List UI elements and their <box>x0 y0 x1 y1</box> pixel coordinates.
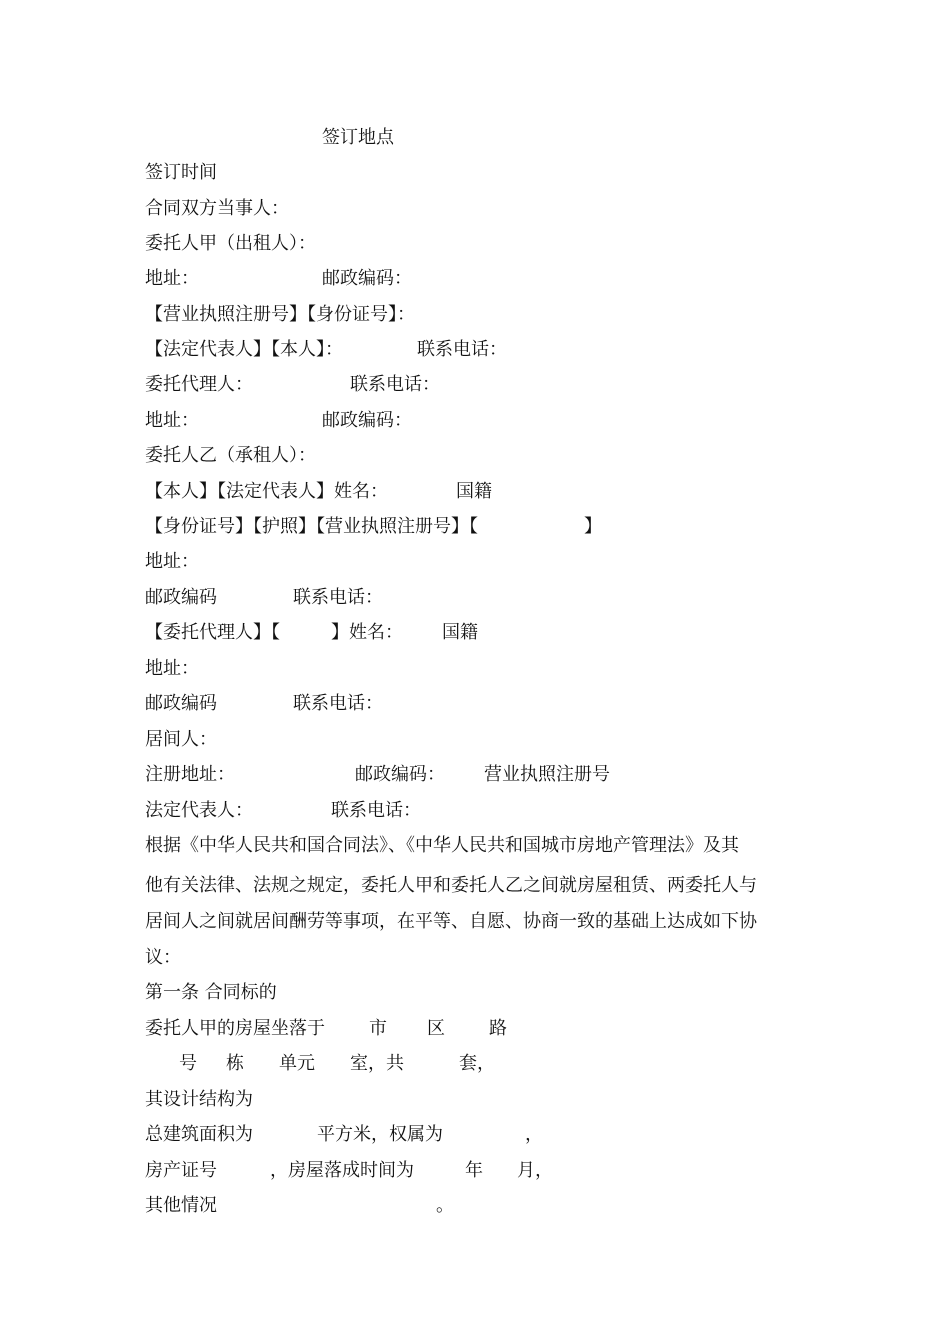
legal-rep-label: 法定代表人： <box>145 800 253 821</box>
year-label: 年 <box>465 1160 483 1181</box>
article-1-title: 第一条 合同标的 <box>145 982 277 1003</box>
nationality-label: 国籍 <box>456 481 492 502</box>
built-time-label: ，房屋落成时间为 <box>270 1160 414 1181</box>
broker-heading: 居间人： <box>145 729 217 750</box>
legal-rep-label: 【法定代表人】【本人】： <box>145 339 343 360</box>
license-label: 营业执照注册号 <box>484 764 610 785</box>
preamble-line: 他有关法律、法规之规定，委托人甲和委托人乙之间就房屋租赁、两委托人与 <box>145 875 757 896</box>
postal-code-label: 邮政编码 <box>145 587 217 608</box>
agent-phone-label: 联系电话： <box>350 374 440 395</box>
postal-code-label: 邮政编码： <box>322 410 412 431</box>
address-label: 地址： <box>145 410 199 431</box>
signing-place: 签订地点 <box>322 127 394 148</box>
phone-label: 联系电话： <box>293 587 383 608</box>
number-label: 号 <box>179 1053 197 1074</box>
month-label: 月， <box>517 1160 553 1181</box>
road-label: 路 <box>489 1018 507 1039</box>
address-label: 地址： <box>145 268 199 289</box>
postal-code-label: 邮政编码： <box>355 764 445 785</box>
postal-code-label: 邮政编码： <box>322 268 412 289</box>
agent-name-label: 【委托代理人】【 <box>145 622 280 643</box>
room-label: 室，共 <box>350 1053 404 1074</box>
party-a-id-line: 【营业执照注册号】【身份证号】： <box>145 304 415 325</box>
comma: ， <box>525 1124 543 1145</box>
structure-label: 其设计结构为 <box>145 1089 253 1110</box>
city-label: 市 <box>369 1018 387 1039</box>
id-bracket-close: 】 <box>584 516 602 537</box>
sets-label: 套， <box>459 1053 495 1074</box>
name-label: 【本人】【法定代表人】姓名： <box>145 481 388 502</box>
unit-label: 单元 <box>279 1053 315 1074</box>
district-label: 区 <box>427 1018 445 1039</box>
phone-label: 联系电话： <box>293 693 383 714</box>
postal-code-label: 邮政编码 <box>145 693 217 714</box>
area-label: 总建筑面积为 <box>145 1124 253 1145</box>
phone-label: 联系电话： <box>331 800 421 821</box>
cert-label: 房产证号 <box>145 1160 217 1181</box>
preamble-line: 居间人之间就居间酬劳等事项，在平等、自愿、协商一致的基础上达成如下协 <box>145 911 757 932</box>
other-label: 其他情况 <box>145 1195 217 1216</box>
party-a-heading: 委托人甲（出租人）： <box>145 233 316 254</box>
phone-label: 联系电话： <box>417 339 507 360</box>
agent-nationality-label: 国籍 <box>442 622 478 643</box>
signing-time: 签订时间 <box>145 162 217 183</box>
building-label: 栋 <box>226 1053 244 1074</box>
period: 。 <box>436 1195 454 1216</box>
parties-heading: 合同双方当事人： <box>145 198 289 219</box>
preamble-line: 根据《中华人民共和国合同法》、《中华人民共和国城市房地产管理法》及其 <box>145 835 739 856</box>
agent-name-label-end: 】姓名： <box>331 622 403 643</box>
location-prefix: 委托人甲的房屋坐落于 <box>145 1018 325 1039</box>
preamble-line: 议： <box>145 947 181 968</box>
party-b-agent-address: 地址： <box>145 658 199 679</box>
party-b-address: 地址： <box>145 551 199 572</box>
area-unit-label: 平方米，权属为 <box>317 1124 443 1145</box>
agent-label: 委托代理人： <box>145 374 253 395</box>
reg-address-label: 注册地址： <box>145 764 235 785</box>
party-b-heading: 委托人乙（承租人）： <box>145 445 316 466</box>
id-types-label: 【身份证号】【护照】【营业执照注册号】【 <box>145 516 478 537</box>
